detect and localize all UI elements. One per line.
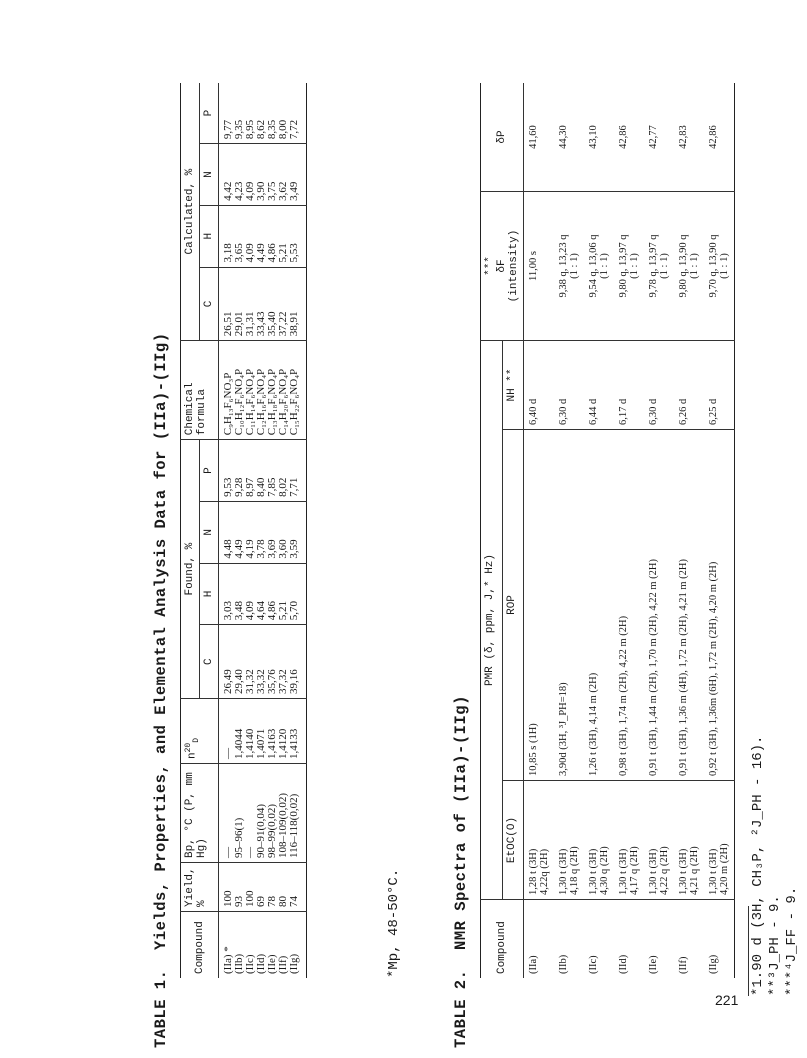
t1-cell-fn: 3,59: [288, 539, 300, 559]
table1-caption: [152, 332, 170, 1048]
t1-cell-cp: 7,72: [288, 119, 300, 140]
t1-cell-compound: (IIg): [288, 953, 300, 974]
t2-cell-dp: 42,86: [618, 125, 629, 149]
table2-footnote-1: *1.90 d (3H, CH₃P, ²J_PH - 16).: [750, 735, 766, 996]
t1-calc-p: P: [200, 83, 219, 144]
t1-calc-h: H: [200, 205, 219, 267]
t1-cell-compound: (IIe): [266, 954, 278, 974]
t1-cell-cp: 8,95: [244, 119, 256, 140]
t1-cell-bp: 90–91(0,04): [255, 803, 267, 858]
t2-cell-rop: 1,26 t (3H), 4,14 m (2H): [584, 430, 614, 781]
t2-row: [584, 83, 614, 978]
t2-cell-dp: 43,10: [588, 125, 599, 149]
table1-footnote: *Mp, 48-50°C.: [386, 868, 402, 978]
table1-caption-label: TABLE 1.: [152, 969, 170, 1048]
t2-header-rop: ROP: [502, 430, 524, 781]
t1-header-found: Found, %: [181, 440, 200, 699]
t2-cell-dp: 42,86: [708, 125, 719, 149]
t1-data-block: [219, 83, 307, 978]
t1-cell-compound: (IIa) *: [222, 946, 234, 974]
t1-cell-formula: C₁₀H₁₂F₆NO₄P: [233, 368, 245, 436]
t1-cell-yield: 100: [244, 890, 256, 907]
t1-col-compound: [219, 912, 307, 979]
t1-cell-fc: 35,76: [266, 669, 278, 694]
t1-cell-nd: 1,4120: [277, 728, 289, 759]
t1-cell-cn: 3,62: [277, 181, 289, 201]
t1-cell-compound: (IIf): [277, 955, 289, 974]
t2-cell-eto: 1,30 t (3H) 4,20 m (2H): [704, 781, 735, 900]
t1-cell-bp: —: [222, 847, 234, 858]
t1-cell-fc: 29,40: [233, 669, 245, 694]
t1-calc-n: N: [200, 144, 219, 206]
t2-cell-nh: 6,44 d: [584, 341, 614, 430]
t2-row: [674, 83, 704, 978]
t1-col-formula: [219, 341, 307, 440]
t1-cell-fh: 5,70: [288, 601, 300, 621]
t1-cell-fp: 9,53: [222, 477, 234, 497]
t2-cell-compound: (IIg): [704, 900, 735, 979]
t2-cell-rop: 0,91 t (3H), 1,36 m (4H), 1,72 m (2H), 4,21 m (2H): [674, 430, 704, 781]
t1-cell-compound: (IIc): [244, 954, 256, 974]
t1-cell-nd: 1,4140: [244, 728, 256, 759]
t1-cell-cc: 33,43: [255, 311, 267, 337]
t1-cell-yield: 78: [266, 896, 278, 907]
t1-cell-fp: 7,85: [266, 477, 278, 497]
rotated-page-content: [150, 34, 807, 1058]
t1-cell-fn: 3,69: [266, 539, 278, 559]
t1-cell-nd: 1,4071: [255, 728, 267, 759]
t1-cell-cp: 8,35: [266, 119, 278, 140]
t1-cell-compound: (IId): [255, 953, 267, 974]
footnote-rule: [748, 906, 749, 996]
page-number: 221: [715, 992, 739, 1008]
t1-cell-nd: 1,4163: [266, 728, 278, 759]
table2-caption-label: TABLE 2.: [452, 969, 470, 1048]
t1-cell-compound: (IIb): [233, 953, 245, 974]
t1-header-compound: Compound: [181, 912, 219, 979]
table1-caption-text: Yields, Properties, and Elemental Analysis Data for (IIa)-(IIg): [152, 332, 170, 950]
t1-header-bp: Bp, °C (P, mm Hg): [181, 764, 219, 863]
t1-cell-fc: 26,49: [222, 669, 234, 694]
t1-cell-ch: 4,86: [266, 243, 278, 263]
t2-cell-df: 9,70 q, 13,90 q (1 : 1): [704, 192, 735, 341]
t1-cell-fc: 37,32: [277, 669, 289, 694]
t1-cell-fp: 9,28: [233, 477, 245, 497]
t1-cell-ch: 5,21: [277, 243, 289, 263]
t1-cell-fn: 4,48: [222, 539, 234, 559]
t1-cell-cn: 4,42: [222, 181, 234, 201]
t1-header-yield: Yield, %: [181, 863, 219, 912]
t2-cell-dp: 41,60: [528, 125, 539, 149]
t2-cell-df: 9,38 q, 13,23 q (1 : 1): [554, 192, 584, 341]
t1-cell-fc: 31,32: [244, 669, 256, 694]
t1-cell-cc: 26,51: [222, 311, 234, 337]
t1-cell-ch: 3,65: [233, 243, 245, 263]
t1-cell-fh: 4,09: [244, 601, 256, 621]
t1-col-calc-n: [219, 144, 307, 206]
t1-cell-fc: 33,32: [255, 669, 267, 694]
t1-cell-fh: 3,03: [222, 601, 234, 621]
t1-col-calc-h: [219, 205, 307, 267]
t1-cell-fn: 4,19: [244, 539, 256, 559]
t1-cell-fh: 5,21: [277, 601, 289, 621]
t1-col-bp: [219, 764, 307, 863]
t2-cell-dp: 42,77: [648, 125, 659, 149]
t2-cell-nh: 6,25 d: [704, 341, 735, 430]
table1: [180, 83, 307, 978]
t1-cell-fn: 3,60: [277, 539, 289, 559]
t1-cell-ch: 5,53: [288, 243, 300, 263]
t1-cell-nd: —: [222, 748, 234, 759]
t2-cell-eto: 1,30 t (3H) 4,18 q (2H): [554, 781, 584, 900]
t1-found-n: N: [200, 501, 219, 563]
t2-cell-nh: 6,30 d: [644, 341, 674, 430]
t2-row: [614, 83, 644, 978]
t2-cell-rop: 0,98 t (3H), 1,74 m (2H), 4,22 m (2H): [614, 430, 644, 781]
t1-found-c: C: [200, 625, 219, 699]
t1-col-yield: [219, 863, 307, 912]
t2-header-dp: δP: [481, 83, 524, 192]
t1-col-found-c: [219, 625, 307, 699]
t1-cell-ch: 3,18: [222, 243, 234, 263]
t2-cell-eto: 1,30 t (3H) 4,30 q (2H): [584, 781, 614, 900]
t2-row: [644, 83, 674, 978]
t1-col-calc-c: [219, 267, 307, 341]
t1-cell-cp: 9,35: [233, 119, 245, 140]
t1-cell-cn: 4,23: [233, 181, 245, 201]
t2-cell-df: 9,80 q, 13,90 q (1 : 1): [674, 192, 704, 341]
t1-cell-cn: 3,75: [266, 181, 278, 201]
t1-cell-fp: 8,97: [244, 477, 256, 497]
t2-cell-df: 11,00 s: [524, 192, 555, 341]
t1-cell-cn: 3,90: [255, 181, 267, 201]
table2-caption: [452, 695, 470, 1048]
t2-cell-dp: 44,30: [558, 125, 569, 149]
t1-cell-yield: 74: [288, 896, 300, 907]
t1-cell-cn: 4,09: [244, 181, 256, 201]
t1-cell-fn: 4,49: [233, 539, 245, 559]
t1-cell-cp: 9,77: [222, 119, 234, 140]
t1-cell-yield: 93: [233, 896, 245, 907]
t2-cell-compound: (IIf): [674, 900, 704, 979]
t1-header-nd: $n^{20}_D$: [181, 699, 219, 764]
t1-col-found-n: [219, 501, 307, 563]
t1-found-p: P: [200, 440, 219, 502]
t2-cell-compound: (IIb): [554, 900, 584, 979]
t1-col-calc-p: [219, 83, 307, 144]
t1-cell-formula: C₁₅H₂₂F₆NO₄P: [288, 368, 300, 436]
t1-cell-fp: 8,40: [255, 477, 267, 497]
t1-cell-formula: C₁₄H₂₀F₆NO₄P: [277, 368, 289, 436]
t1-cell-yield: 69: [255, 896, 267, 907]
t2-cell-nh: 6,40 d: [524, 341, 555, 430]
t2-cell-nh: 6,26 d: [674, 341, 704, 430]
t2-cell-compound: (IIc): [584, 900, 614, 979]
t1-cell-cc: 35,40: [266, 311, 278, 337]
t1-col-found-p: [219, 440, 307, 502]
t1-cell-cn: 3,49: [288, 181, 300, 201]
t1-cell-fc: 39,16: [288, 669, 300, 694]
table2-footnote-3: ***⁴J_FF - 9.: [784, 886, 800, 996]
t2-header-pmr: PMR (δ, ppm, J,* Hz): [481, 341, 503, 900]
t2-cell-rop: 0,91 t (3H), 1,44 m (2H), 1,70 m (2H), 4,22 m (2H): [644, 430, 674, 781]
t1-cell-formula: C₁₁H₁₄F₆NO₄P: [244, 368, 256, 436]
t1-cell-yield: 80: [277, 896, 289, 907]
t1-header-formula: Chemical formula: [181, 341, 219, 440]
t2-cell-rop: 3,90d (3H, ³J_PH=18): [554, 430, 584, 781]
t2-row: [554, 83, 584, 978]
t1-cell-bp: 95–96(1): [233, 817, 245, 858]
t1-cell-formula: C₁₃H₁₈F₆NO₄P: [266, 368, 278, 436]
t1-col-nd: [219, 699, 307, 764]
t1-cell-formula: C₉H₁₃F₆NO₃P: [222, 372, 234, 436]
t1-cell-cp: 8,00: [277, 119, 289, 140]
t2-cell-compound: (IIa): [524, 900, 555, 979]
t2-header-nh: NH **: [502, 341, 524, 430]
t2-cell-rop: 10,85 s (1H): [524, 430, 555, 781]
t1-cell-fh: 3,48: [233, 601, 245, 621]
t1-cell-formula: C₁₂H₁₆F₆NO₄P: [255, 368, 267, 436]
table2: [480, 83, 735, 978]
t1-cell-ch: 4,09: [244, 243, 256, 263]
t1-header-calculated: Calculated, %: [181, 83, 200, 341]
t1-cell-bp: —: [244, 847, 256, 858]
t1-cell-bp: 108–109(0,02): [277, 792, 289, 858]
table2-footnote-2: **³J_PH - 9.: [767, 895, 783, 996]
t2-cell-nh: 6,30 d: [554, 341, 584, 430]
table2-caption-text: NMR Spectra of (IIa)-(IIg): [452, 695, 470, 950]
t1-cell-bp: 116–118(0,02): [288, 793, 300, 858]
t1-cell-cc: 31,31: [244, 311, 256, 337]
t2-cell-rop: 0,92 t (3H), 1,36m (6H), 1,72 m (2H), 4,20 m (2H): [704, 430, 735, 781]
t1-cell-cc: 38,91: [288, 311, 300, 337]
t2-cell-dp: 42,83: [678, 125, 689, 149]
t1-cell-nd: 1,4044: [233, 728, 245, 759]
t2-body: [524, 83, 735, 978]
t1-cell-bp: 98–99(0,02): [266, 803, 278, 858]
t1-col-found-h: [219, 563, 307, 625]
t1-cell-cp: 8,62: [255, 119, 267, 140]
t1-cell-fp: 8,02: [277, 477, 289, 497]
t1-cell-fn: 3,78: [255, 539, 267, 559]
t2-cell-eto: 1,30 t (3H) 4,17 q (2H): [614, 781, 644, 900]
t2-header-compound: Compound: [481, 900, 524, 979]
t1-cell-fp: 7,71: [288, 477, 300, 497]
t2-cell-df: 9,78 q, 13,97 q (1 : 1): [644, 192, 674, 341]
t1-cell-nd: 1,4133: [288, 728, 300, 759]
t2-cell-compound: (IId): [614, 900, 644, 979]
t2-header-df: *** δF (intensity): [481, 192, 524, 341]
t1-cell-cc: 29,01: [233, 311, 245, 337]
t1-found-h: H: [200, 563, 219, 625]
t1-cell-yield: 100: [222, 890, 234, 907]
t1-cell-ch: 4,49: [255, 243, 267, 263]
t2-cell-compound: (IIe): [644, 900, 674, 979]
t2-cell-df: 9,80 q, 13,97 q (1 : 1): [614, 192, 644, 341]
t1-cell-cc: 37,22: [277, 311, 289, 337]
t2-header-eto: EtOC(O): [502, 781, 524, 900]
t1-calc-c: C: [200, 267, 219, 341]
t2-cell-eto: 1,30 t (3H) 4,21 q (2H): [674, 781, 704, 900]
t1-cell-fh: 4,86: [266, 601, 278, 621]
t2-cell-eto: 1,28 t (3H) 4,22q (2H): [524, 781, 555, 900]
t2-row: [704, 83, 735, 978]
t2-cell-df: 9,54 q, 13,06 q (1 : 1): [584, 192, 614, 341]
t1-cell-fh: 4,64: [255, 601, 267, 621]
t2-row: [524, 83, 555, 978]
t2-cell-eto: 1,30 t (3H) 4,22 q (2H): [644, 781, 674, 900]
t2-cell-nh: 6,17 d: [614, 341, 644, 430]
